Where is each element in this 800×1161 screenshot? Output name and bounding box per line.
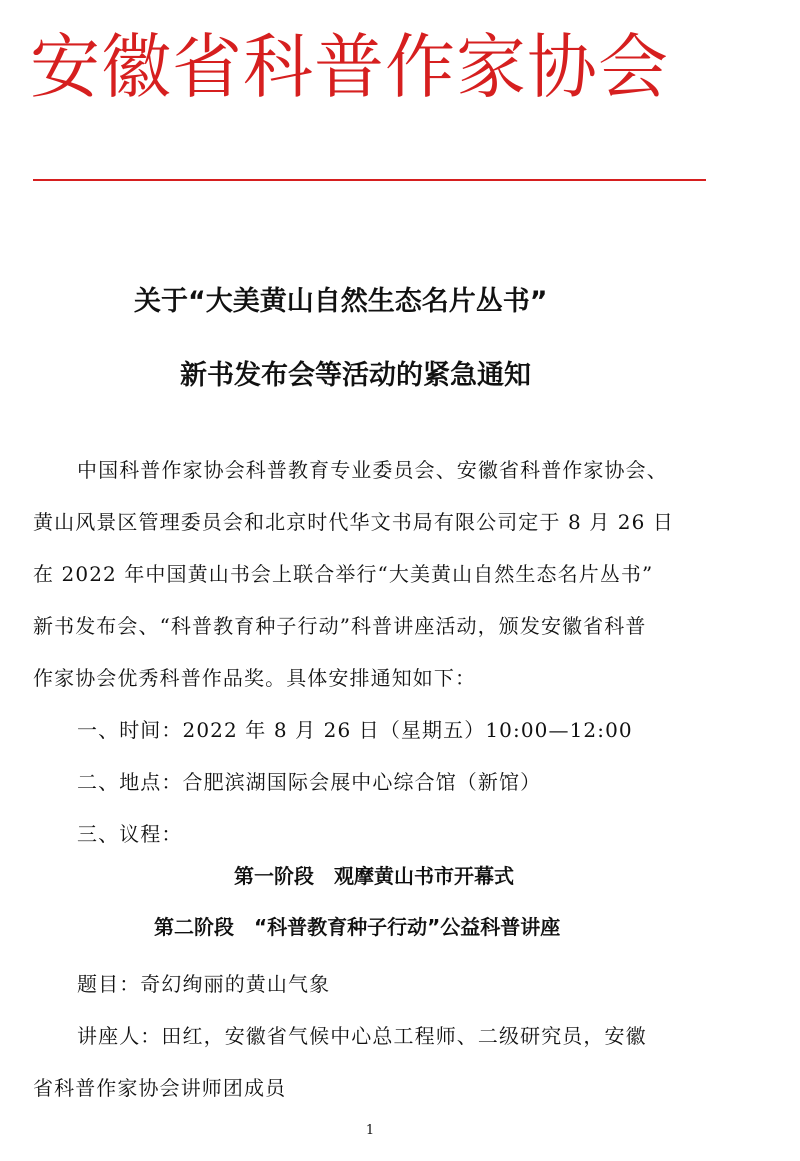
letterhead-red-divider [33,179,706,181]
intro-line: 在 2022 年中国黄山书会上联合举行“大美黄山自然生态名片丛书” [33,562,654,586]
intro-line: 作家协会优秀科普作品奖。具体安排通知如下： [33,666,477,690]
lecture-speaker-line-1: 讲座人：田红，安徽省气候中心总工程师、二级研究员，安徽 [77,1024,647,1048]
notice-title-line-1: 关于“大美黄山自然生态名片丛书” [134,286,548,317]
lecture-topic: 题目：奇幻绚丽的黄山气象 [77,972,331,996]
letterhead-org-name: 安徽省科普作家协会 [30,26,669,108]
location-item: 二、地点：合肥滨湖国际会展中心综合馆（新馆） [77,770,542,794]
time-item: 一、时间：2022 年 8 月 26 日（星期五）10:00—12:00 [77,718,633,742]
intro-paragraph [33,444,723,704]
intro-line: 黄山风景区管理委员会和北京时代华文书局有限公司定于 8 月 26 日 [33,510,675,534]
agenda-stage-1: 第一阶段 观摩黄山书市开幕式 [234,864,514,888]
agenda-stage-2: 第二阶段 “科普教育种子行动”公益科普讲座 [154,915,561,939]
notice-title-line-2: 新书发布会等活动的紧急通知 [180,360,531,391]
page-number: 1 [365,1123,375,1138]
intro-line: 新书发布会、“科普教育种子行动”科普讲座活动，颁发安徽省科普 [33,614,647,638]
intro-line: 中国科普作家协会科普教育专业委员会、安徽省科普作家协会、 [77,458,668,482]
agenda-label: 三、议程： [77,822,183,846]
lecture-speaker-line-2: 省科普作家协会讲师团成员 [33,1076,287,1100]
